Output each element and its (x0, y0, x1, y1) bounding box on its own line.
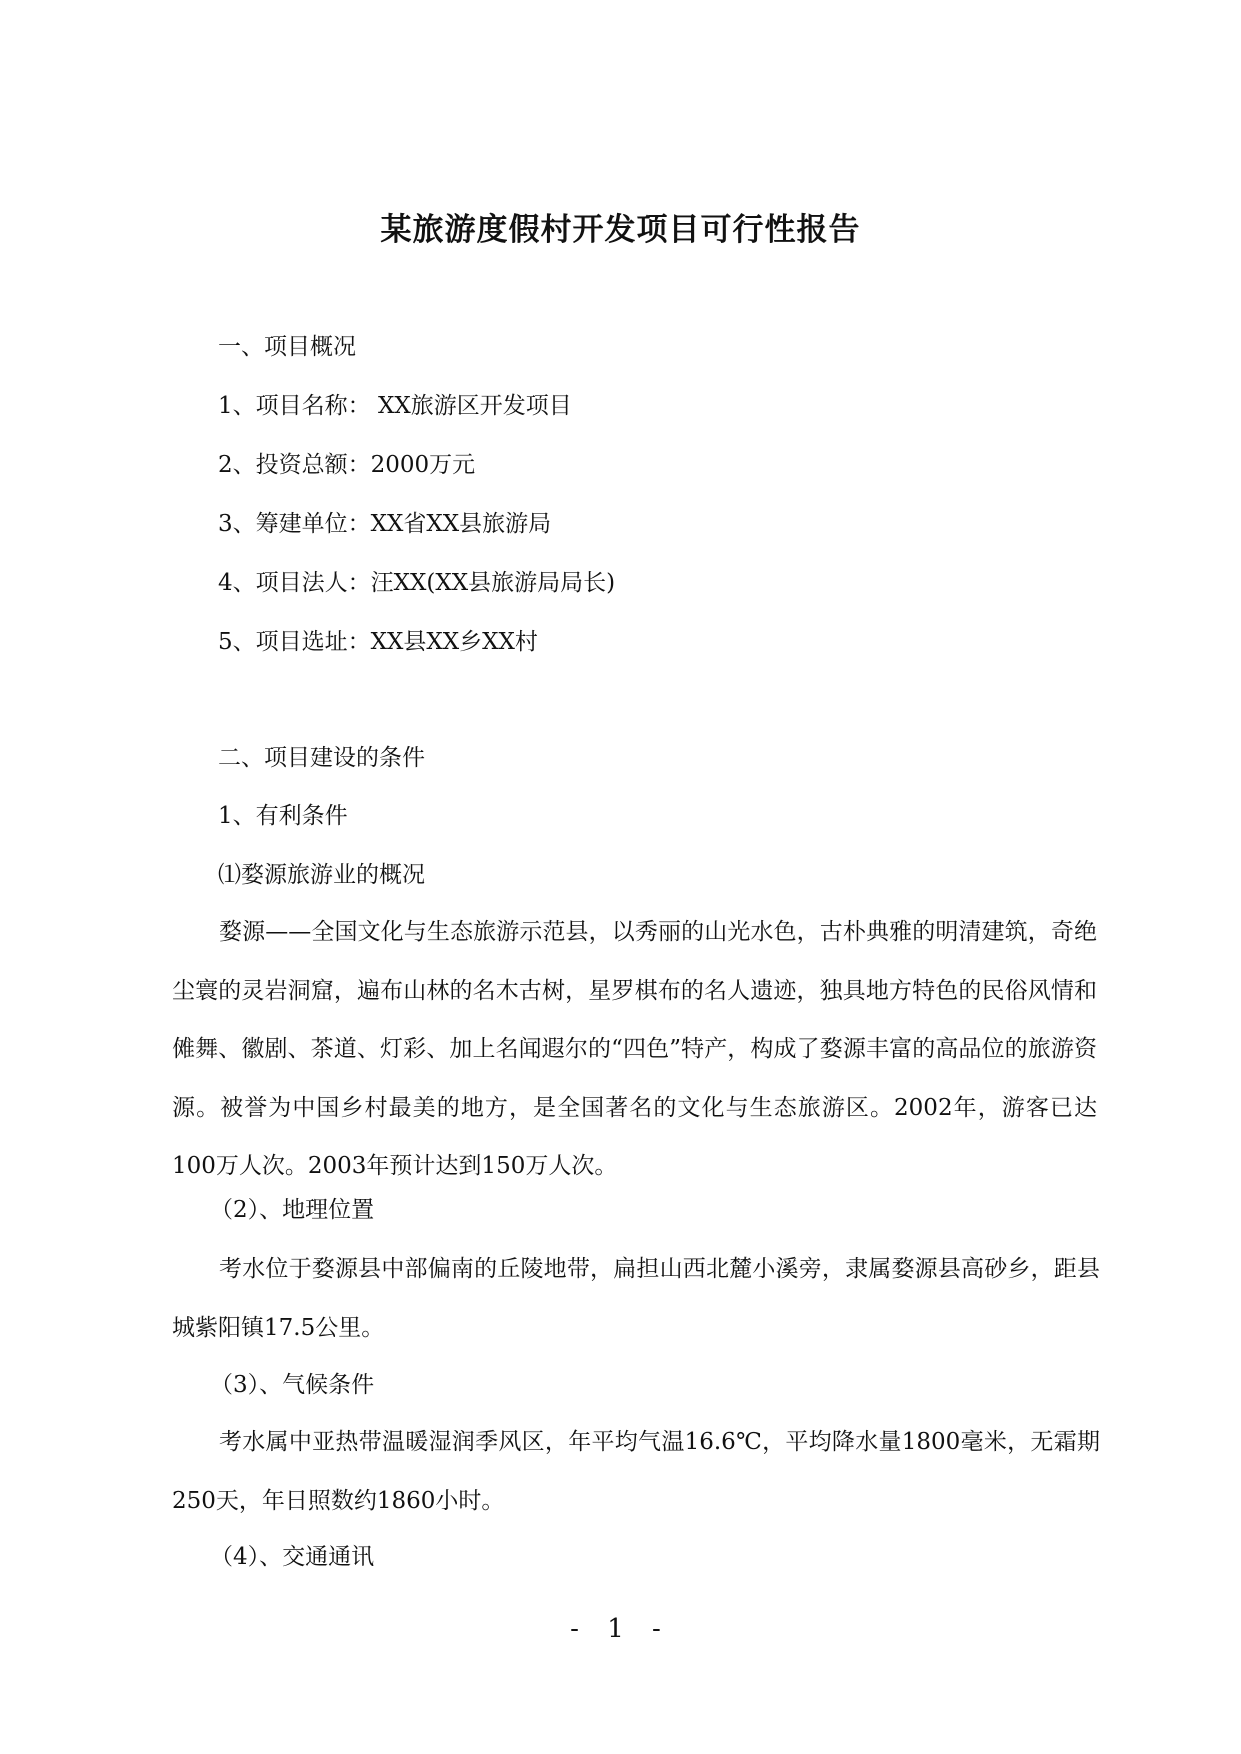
section-heading-overview: 一、项目概况 (218, 334, 356, 360)
item-location: 5、项目选址：XX县XX乡XX村 (218, 629, 538, 655)
item-legal-person: 4、项目法人：汪XX(XX县旅游局局长) (218, 570, 616, 596)
subheading-climate: （3）、气候条件 (210, 1372, 375, 1398)
paragraph-location: 考水位于婺源县中部偏南的丘陵地带，扁担山西北麓小溪旁，隶属婺源县高砂乡，距县城紫阳镇17.5公里。 (172, 1256, 1100, 1341)
subheading-transport: （4）、交通通讯 (210, 1544, 375, 1570)
item-project-name: 1、项目名称： XX旅游区开发项目 (218, 393, 572, 419)
subheading-location: （2）、地理位置 (210, 1197, 375, 1223)
paragraph-climate: 考水属中亚热带温暖湿润季风区，年平均气温16.6℃，平均降水量1800毫米，无霜期250天，年日照数约1860小时。 (172, 1429, 1100, 1514)
item-organizer: 3、筹建单位：XX省XX县旅游局 (218, 511, 552, 537)
subheading-tourism-overview: ⑴婺源旅游业的概况 (218, 862, 425, 888)
paragraph-tourism-overview: 婺源——全国文化与生态旅游示范县，以秀丽的山光水色，古朴典雅的明清建筑，奇绝尘寰的灵岩洞窟，遍布山林的名木古树，星罗棋布的名人遗迹，独具地方特色的民俗风情和傩舞、徽剧、茶道、灯彩、加上名闻遐尔的“四色”特产，构成了婺源丰富的高品位的旅游资源。被誉为中国乡村最美的地方，是全国著名的文化与生态旅游区。2002年，游客已达100万人次。2003年预计达到150万人次。 (172, 919, 1097, 1179)
subsection-favorable: 1、有利条件 (218, 803, 348, 829)
section-heading-conditions: 二、项目建设的条件 (218, 745, 425, 771)
item-investment: 2、投资总额：2000万元 (218, 452, 476, 478)
document-title: 某旅游度假村开发项目可行性报告 (380, 212, 861, 248)
page-number: - 1 - (570, 1614, 671, 1644)
